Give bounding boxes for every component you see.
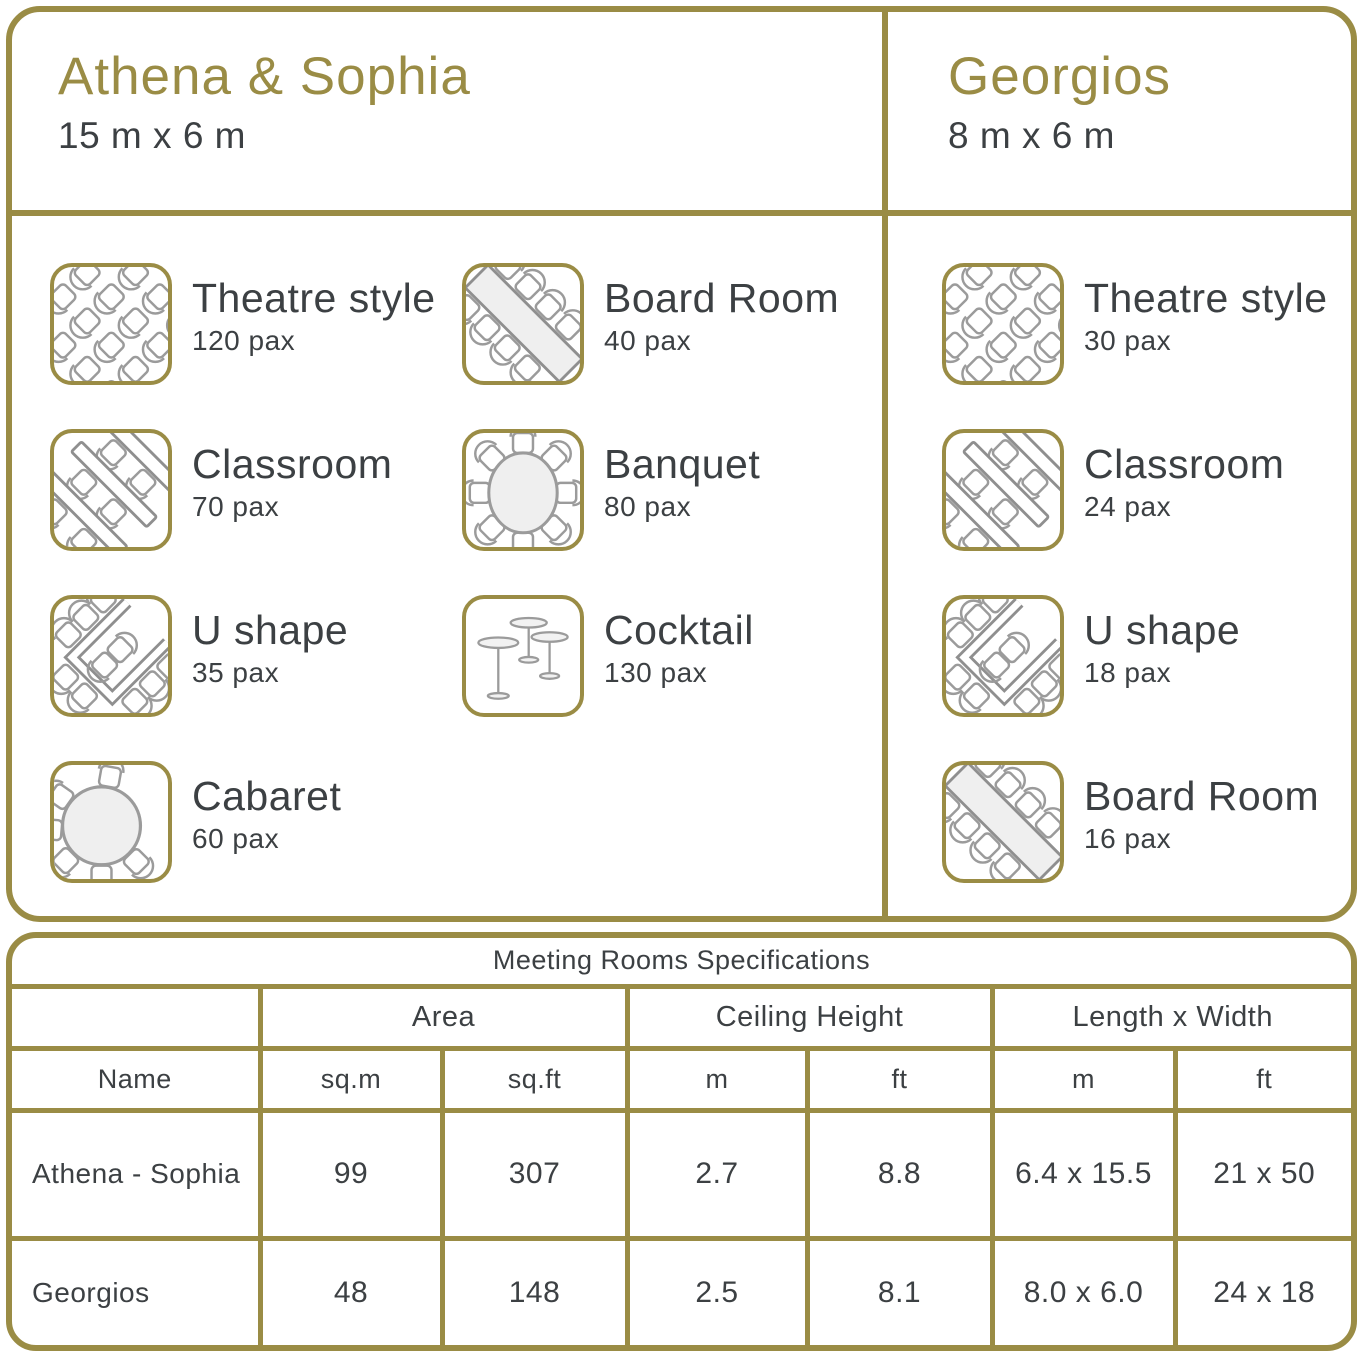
spec-col-ceiling-ft: ft <box>807 1048 992 1110</box>
layout-label: U shape <box>1084 607 1241 653</box>
spec-cell-area-sqft: 307 <box>442 1110 627 1238</box>
spec-cell-area-sqm: 48 <box>260 1238 442 1345</box>
layout-pax: 60 pax <box>192 823 280 855</box>
spec-row-name: Athena - Sophia <box>12 1110 260 1238</box>
layout-text <box>192 761 341 855</box>
spec-col-lw-m: m <box>992 1048 1175 1110</box>
room-dimensions: 15 m x 6 m <box>58 115 246 157</box>
layout-text <box>192 595 348 689</box>
spec-cell-ceiling-ft: 8.8 <box>807 1110 992 1238</box>
panel-body-georgios <box>888 216 1351 916</box>
layout-entry <box>462 429 882 551</box>
board-room-icon <box>942 761 1064 883</box>
layout-entry <box>50 429 462 551</box>
board-room-icon <box>462 263 584 385</box>
table-row <box>12 1238 1351 1345</box>
spec-cell-ceiling-ft: 8.1 <box>807 1238 992 1345</box>
spec-row-name: Georgios <box>12 1238 260 1345</box>
layout-label: U shape <box>192 607 349 653</box>
u-shape-icon <box>50 595 172 717</box>
classroom-icon <box>942 429 1064 551</box>
layout-text <box>1084 595 1240 689</box>
spec-col-sqm: sq.m <box>260 1048 442 1110</box>
spec-group-empty <box>12 986 260 1048</box>
spec-cell-ceiling-m: 2.7 <box>627 1110 807 1238</box>
panel-body-athena-sophia <box>12 216 882 916</box>
layout-text <box>1084 263 1328 357</box>
layout-label: Cocktail <box>604 607 754 653</box>
room-dimensions: 8 m x 6 m <box>948 115 1115 157</box>
layout-label: Theatre style <box>192 275 436 321</box>
spec-cell-area-sqm: 99 <box>260 1110 442 1238</box>
spec-col-lw-ft: ft <box>1175 1048 1351 1110</box>
spec-cell-lw-m: 6.4 x 15.5 <box>992 1110 1175 1238</box>
layout-entry <box>50 263 462 385</box>
u-shape-icon <box>942 595 1064 717</box>
layout-text <box>192 263 436 357</box>
layout-pax: 24 pax <box>1084 491 1172 523</box>
spec-group-area: Area <box>260 986 627 1048</box>
layout-label: Classroom <box>1084 441 1285 487</box>
layout-text <box>1084 429 1284 523</box>
layout-text <box>604 429 760 523</box>
layout-entry <box>942 595 1351 717</box>
layout-pax: 16 pax <box>1084 823 1172 855</box>
layout-entry <box>50 761 462 883</box>
layout-text <box>192 429 392 523</box>
spec-group-ceiling-height: Ceiling Height <box>627 986 992 1048</box>
layout-label: Theatre style <box>1084 275 1328 321</box>
layout-text <box>604 595 754 689</box>
panel-header-athena-sophia <box>12 12 882 210</box>
layout-pax: 120 pax <box>192 325 296 357</box>
layout-entry <box>942 263 1351 385</box>
layout-label: Cabaret <box>192 773 342 819</box>
table-row <box>12 1110 1351 1238</box>
spec-cell-area-sqft: 148 <box>442 1238 627 1345</box>
layout-label: Board Room <box>1084 773 1320 819</box>
layout-pax: 80 pax <box>604 491 692 523</box>
panel-vertical-divider <box>882 12 888 916</box>
cocktail-icon <box>462 595 584 717</box>
layout-pax: 130 pax <box>604 657 708 689</box>
spec-table-title: Meeting Rooms Specifications <box>12 938 1351 986</box>
spec-col-name: Name <box>12 1048 260 1110</box>
layout-label: Classroom <box>192 441 393 487</box>
layout-entry <box>462 595 882 717</box>
layout-pax: 18 pax <box>1084 657 1172 689</box>
specifications-table <box>12 938 1351 1345</box>
spec-cell-lw-ft: 21 x 50 <box>1175 1110 1351 1238</box>
layout-pax: 40 pax <box>604 325 692 357</box>
theatre-style-icon <box>50 263 172 385</box>
layout-pax: 35 pax <box>192 657 280 689</box>
layout-entry <box>462 263 882 385</box>
layout-entry <box>942 429 1351 551</box>
theatre-style-icon <box>942 263 1064 385</box>
spec-cell-lw-m: 8.0 x 6.0 <box>992 1238 1175 1345</box>
cabaret-icon <box>50 761 172 883</box>
spec-col-ceiling-m: m <box>627 1048 807 1110</box>
layout-entry <box>942 761 1351 883</box>
spec-group-length-width: Length x Width <box>992 986 1351 1048</box>
spec-cell-ceiling-m: 2.5 <box>627 1238 807 1345</box>
rooms-section <box>6 6 1357 922</box>
specifications-panel <box>6 932 1357 1351</box>
room-name: Georgios <box>948 47 1172 106</box>
panel-header-georgios <box>888 12 1351 210</box>
classroom-icon <box>50 429 172 551</box>
layout-label: Banquet <box>604 441 761 487</box>
layout-pax: 30 pax <box>1084 325 1172 357</box>
spec-cell-lw-ft: 24 x 18 <box>1175 1238 1351 1345</box>
layout-label: Board Room <box>604 275 840 321</box>
room-name: Athena & Sophia <box>58 47 471 106</box>
layout-pax: 70 pax <box>192 491 280 523</box>
layout-text <box>604 263 839 357</box>
layout-entry <box>50 595 462 717</box>
spec-col-sqft: sq.ft <box>442 1048 627 1110</box>
banquet-icon <box>462 429 584 551</box>
layout-text <box>1084 761 1319 855</box>
